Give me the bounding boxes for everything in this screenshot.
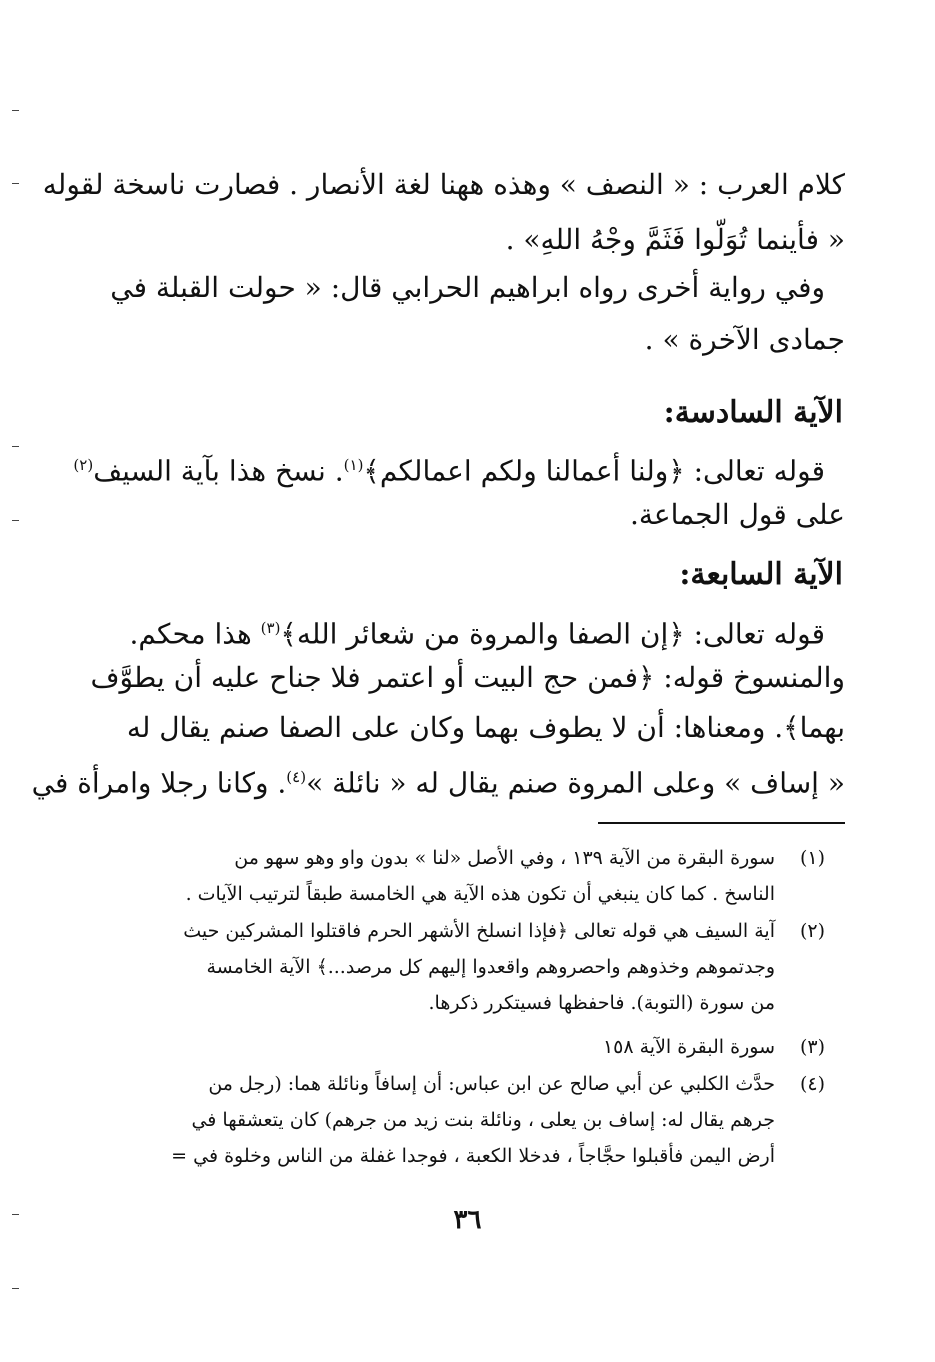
section-6-line-1-text-a: قوله تعالى: ﴿ولنا أعمالنا ولكم اعمالكم﴾ bbox=[363, 454, 825, 488]
section-7-line-2: والمنسوخ قوله: ﴿فمن حج البيت أو اعتمر فلا جناح عليه أن يطوَّف bbox=[90, 661, 845, 694]
scan-mark bbox=[12, 110, 19, 111]
paragraph-2-line-2: جمادى الآخرة » . bbox=[644, 323, 845, 356]
footnote-3-line-1: سورة البقرة الآية ١٥٨ bbox=[602, 1036, 775, 1058]
footnote-ref-2: (٢) bbox=[73, 456, 94, 474]
footnote-1-line-1: سورة البقرة من الآية ١٣٩ ، وفي الأصل «لنا » بدون واو وهو سهو من bbox=[234, 847, 775, 869]
footnote-4-line-1: حدَّث الكلبي عن أبي صالح عن ابن عباس: أن إسافاً ونائلة هما: (رجل من bbox=[208, 1073, 775, 1095]
footnote-3 bbox=[125, 1029, 825, 1065]
section-6-heading: الآية السادسة: bbox=[663, 395, 843, 430]
section-7-line-1-text-b: هذا محكم. bbox=[129, 617, 261, 651]
footnote-separator bbox=[598, 822, 845, 824]
page-number: ٣٦ bbox=[453, 1205, 482, 1235]
section-7-heading: الآية السابعة: bbox=[679, 557, 843, 592]
scan-mark bbox=[12, 183, 19, 184]
footnote-3-number: (٣) bbox=[799, 1036, 825, 1058]
footnote-2-number: (٢) bbox=[799, 920, 825, 942]
section-6-line-2: على قول الجماعة. bbox=[629, 498, 845, 531]
paragraph-1-line-2: « فأينما تُوَلّوا فَثَمَّ وجْهُ اللهِ» . bbox=[505, 223, 845, 256]
footnote-4 bbox=[125, 1066, 825, 1174]
scan-mark bbox=[12, 520, 19, 521]
footnote-ref-1: (١) bbox=[343, 456, 364, 474]
section-7-line-1-text-a: قوله تعالى: ﴿إن الصفا والمروة من شعائر الله﴾ bbox=[280, 617, 825, 651]
scan-mark bbox=[12, 1214, 19, 1215]
section-7-line-1 bbox=[90, 608, 825, 651]
footnote-ref-3: (٣) bbox=[260, 619, 281, 637]
footnote-2-line-2: وجدتموهم وخذوهم واحصروهم واقعدوا إليهم كل مرصد...﴾ الآية الخامسة bbox=[206, 956, 775, 978]
section-7-line-3: بهما﴾. ومعناها: أن لا يطوف بهما وكان على الصفا صنم يقال له bbox=[126, 711, 845, 744]
footnote-1-number: (١) bbox=[799, 847, 825, 869]
footnote-2-line-3: من سورة (التوبة). فاحفظها فسيتكرر ذكرها. bbox=[428, 992, 775, 1014]
footnote-2-line-1: آية السيف هي قوله تعالى ﴿فإذا انسلخ الأشهر الحرم فاقتلوا المشركين حيث bbox=[183, 920, 775, 942]
footnote-1-line-2: الناسخ . كما كان ينبغي أن تكون هذه الآية هي الخامسة طبقاً لترتيب الآيات . bbox=[185, 883, 775, 905]
footnote-4-line-3: أرض اليمن فأقبلوا حجَّاجاً ، فدخلا الكعبة ، فوجدا غفلة من الناس وخلوة في = bbox=[171, 1145, 775, 1167]
scan-mark bbox=[12, 446, 19, 447]
footnote-4-number: (٤) bbox=[799, 1073, 825, 1095]
paragraph-1-line-1: كلام العرب : « النصف » وهذه ههنا لغة الأنصار . فصارت ناسخة لقوله bbox=[42, 168, 845, 201]
section-7-line-4-text-b: . وكانا رجلا وامرأة في bbox=[31, 766, 287, 800]
section-6-line-1-text-b: . نسخ هذا بآية السيف bbox=[93, 454, 344, 488]
section-7-line-4 bbox=[31, 757, 845, 800]
paragraph-2-line-1: وفي رواية أخرى رواه ابراهيم الحرابي قال: « حولت القبلة في bbox=[110, 271, 825, 304]
footnote-4-line-2: جرهم يقال له: إساف بن يعلى ، ونائلة بنت زيد من جرهم) كان يتعشقها في bbox=[191, 1109, 775, 1131]
footnote-1 bbox=[125, 840, 825, 912]
footnote-2 bbox=[125, 913, 825, 1021]
section-6-line-1 bbox=[73, 445, 825, 488]
section-7-line-4-text-a: « إساف » وعلى المروة صنم يقال له « نائلة » bbox=[306, 766, 845, 800]
scan-mark bbox=[12, 1288, 19, 1289]
footnote-ref-4: (٤) bbox=[286, 768, 307, 786]
